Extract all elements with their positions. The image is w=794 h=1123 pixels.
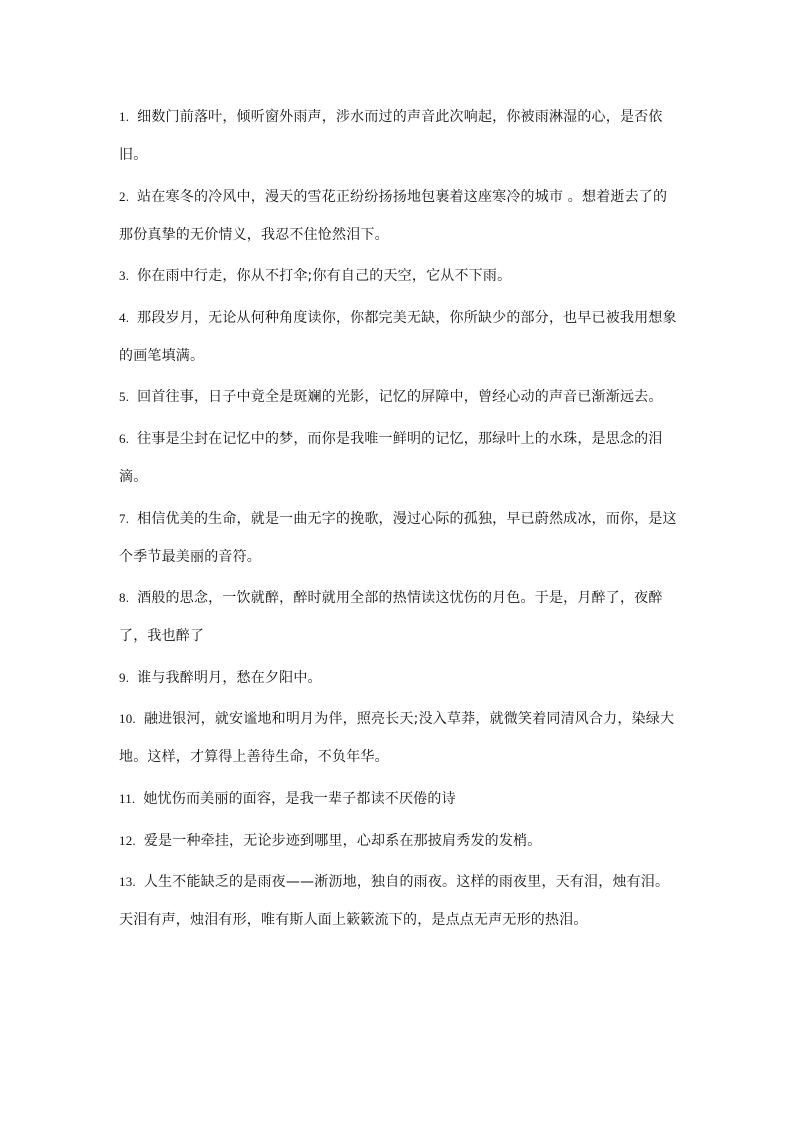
paragraph-10 [119, 700, 679, 776]
paragraph-3 [119, 257, 679, 295]
item-number: 10. [119, 711, 136, 727]
paragraph-5 [119, 378, 679, 416]
document-body [119, 98, 679, 943]
item-text: 谁与我醉明月，愁在夕阳中。 [137, 669, 322, 686]
item-text: 人生不能缺乏的是雨夜——淅沥地，独自的雨夜。这样的雨夜里，天有泪，烛有泪。天泪有声，烛泪有形，唯有斯人面上簌簌流下的，是点点无声无形的热泪。 [119, 874, 670, 929]
paragraph-9 [119, 659, 679, 697]
item-number: 5. [119, 389, 130, 405]
item-text: 相信优美的生命，就是一曲无字的挽歌，漫过心际的孤独，早已蔚然成冰，而你，是这个季节最美丽的音符。 [119, 510, 677, 565]
paragraph-1 [119, 98, 679, 174]
item-number: 12. [119, 832, 136, 848]
paragraph-11 [119, 780, 679, 818]
item-text: 往事是尘封在记忆中的梦，而你是我唯一鲜明的记忆，那绿叶上的水珠，是思念的泪滴。 [119, 430, 663, 485]
paragraph-12 [119, 822, 679, 860]
item-text: 细数门前落叶，倾听窗外雨声，涉水而过的声音此次响起，你被雨淋湿的心，是否依旧。 [119, 109, 663, 163]
item-text: 站在寒冬的冷风中，漫天的雪花正纷纷扬扬地包裹着这座寒冷的城市 。想着逝去了的那份真挚的无价情义，我忍不住怆然泪下。 [119, 188, 668, 243]
item-number: 1. [119, 109, 130, 124]
item-text: 你在雨中行走，你从不打伞;你有自己的天空，它从不下雨。 [137, 268, 512, 285]
item-number: 4. [119, 309, 130, 325]
item-number: 11. [119, 790, 136, 806]
item-text: 酒般的思念，一饮就醉，醉时就用全部的热情读这忧伤的月色。于是，月醉了，夜醉了，我也醉了 [119, 590, 663, 645]
paragraph-7 [119, 500, 679, 576]
paragraph-2 [119, 178, 679, 254]
item-number: 13. [119, 874, 136, 890]
item-number: 7. [119, 510, 130, 526]
item-number: 6. [119, 430, 130, 446]
item-text: 爱是一种牵挂，无论步迹到哪里，心却系在那披肩秀发的发梢。 [143, 832, 542, 849]
item-number: 9. [119, 669, 130, 685]
paragraph-4 [119, 299, 679, 375]
paragraph-8 [119, 579, 679, 655]
paragraph-6 [119, 420, 679, 496]
item-number: 8. [119, 590, 130, 606]
item-text: 她忧伤而美丽的面容，是我一辈子都读不厌倦的诗 [143, 790, 456, 807]
item-number: 3. [119, 268, 130, 284]
item-text: 融进银河，就安谧地和明月为伴，照亮长天;没入草莽，就微笑着同清风合力，染绿大地。这样，才算得上善待生命，不负年华。 [119, 711, 675, 766]
item-text: 那段岁月，无论从何种角度读你，你都完美无缺，你所缺少的部分，也早已被我用想象的画笔填满。 [119, 309, 677, 364]
item-number: 2. [119, 188, 130, 204]
item-text: 回首往事，日子中竟全是斑斓的光影，记忆的屏障中，曾经心动的声音已渐渐远去。 [137, 389, 663, 406]
paragraph-13 [119, 863, 679, 939]
